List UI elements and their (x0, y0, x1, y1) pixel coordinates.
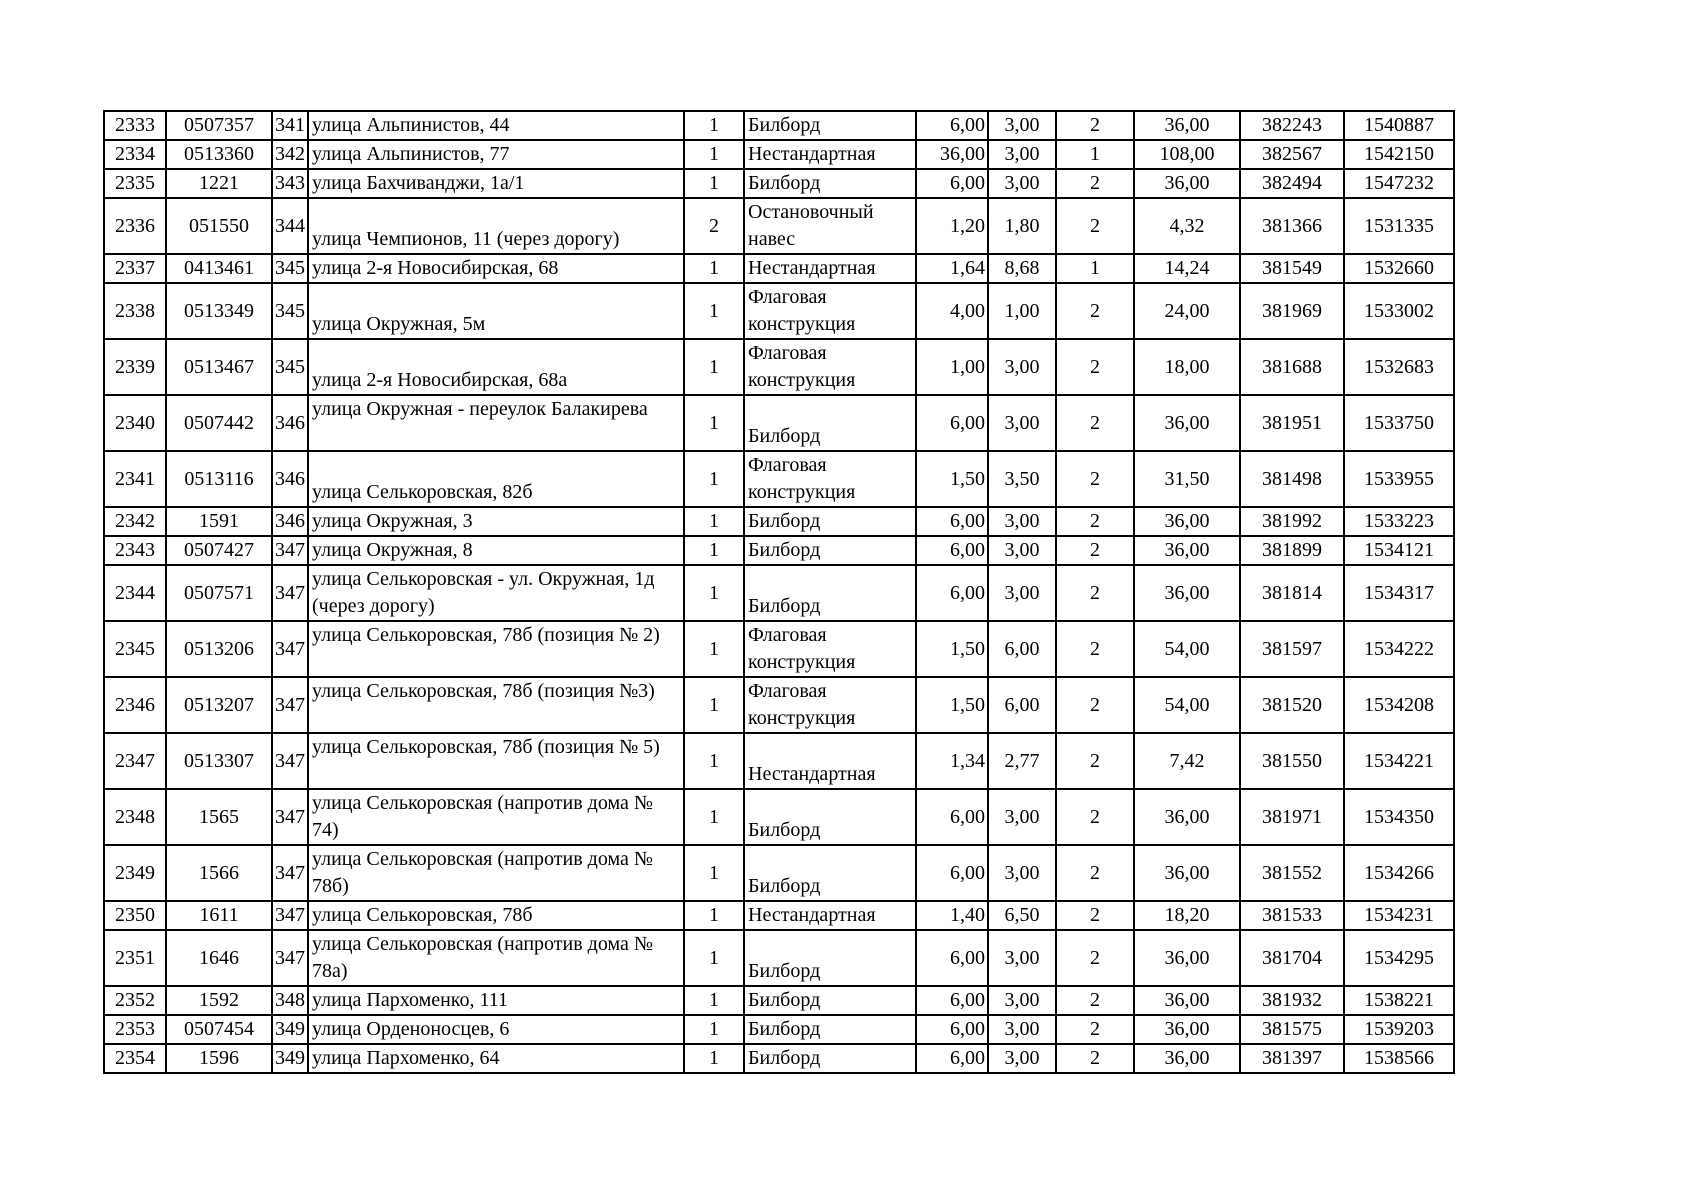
width-cell: 1,50 (916, 621, 988, 677)
type-cell: Нестандартная (744, 733, 916, 789)
area-cell: 36,00 (1134, 986, 1240, 1015)
table-row (104, 536, 1454, 565)
height-cell: 3,00 (988, 111, 1056, 140)
sides-cell: 2 (684, 198, 744, 254)
code-cell: 0513467 (166, 339, 272, 395)
width-cell: 6,00 (916, 169, 988, 198)
x-coordinate-cell: 381899 (1240, 536, 1344, 565)
x-coordinate-cell: 381971 (1240, 789, 1344, 845)
width-cell: 6,00 (916, 536, 988, 565)
height-cell: 3,00 (988, 140, 1056, 169)
code-cell: 0507571 (166, 565, 272, 621)
y-coordinate-cell: 1534222 (1344, 621, 1454, 677)
sides-cell: 1 (684, 1015, 744, 1044)
row-number-cell: 2333 (104, 111, 166, 140)
code-cell: 0513307 (166, 733, 272, 789)
sides-cell: 1 (684, 283, 744, 339)
group-cell: 343 (272, 169, 308, 198)
y-coordinate-cell: 1534208 (1344, 677, 1454, 733)
sides-cell: 1 (684, 339, 744, 395)
height-cell: 3,00 (988, 169, 1056, 198)
table-row (104, 845, 1454, 901)
table-row (104, 169, 1454, 198)
count-cell: 1 (1056, 254, 1134, 283)
width-cell: 1,20 (916, 198, 988, 254)
count-cell: 2 (1056, 1015, 1134, 1044)
x-coordinate-cell: 381597 (1240, 621, 1344, 677)
code-cell: 0513116 (166, 451, 272, 507)
code-cell: 1596 (166, 1044, 272, 1073)
code-cell: 1611 (166, 901, 272, 930)
y-coordinate-cell: 1539203 (1344, 1015, 1454, 1044)
width-cell: 6,00 (916, 565, 988, 621)
x-coordinate-cell: 381397 (1240, 1044, 1344, 1073)
y-coordinate-cell: 1534221 (1344, 733, 1454, 789)
code-cell: 0507427 (166, 536, 272, 565)
sides-cell: 1 (684, 254, 744, 283)
group-cell: 349 (272, 1044, 308, 1073)
height-cell: 3,00 (988, 339, 1056, 395)
row-number-cell: 2352 (104, 986, 166, 1015)
type-cell: Билборд (744, 169, 916, 198)
sides-cell: 1 (684, 565, 744, 621)
y-coordinate-cell: 1534295 (1344, 930, 1454, 986)
y-coordinate-cell: 1534350 (1344, 789, 1454, 845)
y-coordinate-cell: 1532660 (1344, 254, 1454, 283)
area-cell: 14,24 (1134, 254, 1240, 283)
table-row (104, 621, 1454, 677)
count-cell: 2 (1056, 451, 1134, 507)
width-cell: 1,40 (916, 901, 988, 930)
address-cell: улица Альпинистов, 44 (308, 111, 684, 140)
count-cell: 2 (1056, 536, 1134, 565)
code-cell: 0513206 (166, 621, 272, 677)
count-cell: 2 (1056, 111, 1134, 140)
sides-cell: 1 (684, 507, 744, 536)
code-cell: 0513349 (166, 283, 272, 339)
height-cell: 3,00 (988, 789, 1056, 845)
table-row (104, 930, 1454, 986)
address-cell: улица Альпинистов, 77 (308, 140, 684, 169)
sides-cell: 1 (684, 930, 744, 986)
row-number-cell: 2342 (104, 507, 166, 536)
width-cell: 6,00 (916, 1015, 988, 1044)
count-cell: 2 (1056, 565, 1134, 621)
address-cell: улица Селькоровская (напротив дома № 74) (308, 789, 684, 845)
y-coordinate-cell: 1534317 (1344, 565, 1454, 621)
sides-cell: 1 (684, 140, 744, 169)
type-cell: Нестандартная (744, 254, 916, 283)
count-cell: 2 (1056, 845, 1134, 901)
table-body (104, 111, 1454, 1073)
height-cell: 3,00 (988, 507, 1056, 536)
row-number-cell: 2353 (104, 1015, 166, 1044)
sides-cell: 1 (684, 1044, 744, 1073)
x-coordinate-cell: 382567 (1240, 140, 1344, 169)
table-row (104, 565, 1454, 621)
height-cell: 3,00 (988, 930, 1056, 986)
row-number-cell: 2334 (104, 140, 166, 169)
table-row (104, 1044, 1454, 1073)
type-cell: Билборд (744, 845, 916, 901)
row-number-cell: 2336 (104, 198, 166, 254)
row-number-cell: 2340 (104, 395, 166, 451)
address-cell: улица Окружная - переулок Балакирева (308, 395, 684, 451)
area-cell: 7,42 (1134, 733, 1240, 789)
address-cell: улица Бахчиванджи, 1а/1 (308, 169, 684, 198)
table-row (104, 140, 1454, 169)
x-coordinate-cell: 381366 (1240, 198, 1344, 254)
width-cell: 1,00 (916, 339, 988, 395)
area-cell: 36,00 (1134, 789, 1240, 845)
row-number-cell: 2338 (104, 283, 166, 339)
address-cell: улица Селькоровская, 78б (308, 901, 684, 930)
height-cell: 2,77 (988, 733, 1056, 789)
row-number-cell: 2343 (104, 536, 166, 565)
area-cell: 108,00 (1134, 140, 1240, 169)
group-cell: 346 (272, 395, 308, 451)
sides-cell: 1 (684, 621, 744, 677)
count-cell: 2 (1056, 733, 1134, 789)
area-cell: 36,00 (1134, 1044, 1240, 1073)
type-cell: Билборд (744, 536, 916, 565)
count-cell: 2 (1056, 930, 1134, 986)
row-number-cell: 2350 (104, 901, 166, 930)
height-cell: 6,50 (988, 901, 1056, 930)
group-cell: 341 (272, 111, 308, 140)
address-cell: улица Селькоровская, 82б (308, 451, 684, 507)
y-coordinate-cell: 1534266 (1344, 845, 1454, 901)
row-number-cell: 2346 (104, 677, 166, 733)
code-cell: 0507454 (166, 1015, 272, 1044)
count-cell: 2 (1056, 507, 1134, 536)
width-cell: 6,00 (916, 986, 988, 1015)
table-row (104, 986, 1454, 1015)
y-coordinate-cell: 1533955 (1344, 451, 1454, 507)
table-row (104, 111, 1454, 140)
type-cell: Нестандартная (744, 901, 916, 930)
code-cell: 1592 (166, 986, 272, 1015)
width-cell: 6,00 (916, 789, 988, 845)
address-cell: улица Селькоровская, 78б (позиция № 2) (308, 621, 684, 677)
x-coordinate-cell: 381575 (1240, 1015, 1344, 1044)
code-cell: 1566 (166, 845, 272, 901)
group-cell: 347 (272, 789, 308, 845)
address-cell: улица Чемпионов, 11 (через дорогу) (308, 198, 684, 254)
row-number-cell: 2347 (104, 733, 166, 789)
code-cell: 1646 (166, 930, 272, 986)
x-coordinate-cell: 381969 (1240, 283, 1344, 339)
address-cell: улица Окружная, 5м (308, 283, 684, 339)
width-cell: 1,34 (916, 733, 988, 789)
sides-cell: 1 (684, 789, 744, 845)
height-cell: 1,80 (988, 198, 1056, 254)
table-row (104, 677, 1454, 733)
area-cell: 31,50 (1134, 451, 1240, 507)
width-cell: 6,00 (916, 1044, 988, 1073)
height-cell: 3,00 (988, 1015, 1056, 1044)
type-cell: Флаговая конструкция (744, 677, 916, 733)
count-cell: 2 (1056, 339, 1134, 395)
table-row (104, 1015, 1454, 1044)
code-cell: 1221 (166, 169, 272, 198)
area-cell: 36,00 (1134, 565, 1240, 621)
address-cell: улица Селькоровская (напротив дома № 78а) (308, 930, 684, 986)
x-coordinate-cell: 381550 (1240, 733, 1344, 789)
group-cell: 345 (272, 283, 308, 339)
y-coordinate-cell: 1547232 (1344, 169, 1454, 198)
type-cell: Билборд (744, 565, 916, 621)
y-coordinate-cell: 1534121 (1344, 536, 1454, 565)
sides-cell: 1 (684, 395, 744, 451)
group-cell: 342 (272, 140, 308, 169)
count-cell: 2 (1056, 169, 1134, 198)
type-cell: Флаговая конструкция (744, 621, 916, 677)
count-cell: 1 (1056, 140, 1134, 169)
sides-cell: 1 (684, 677, 744, 733)
code-cell: 0413461 (166, 254, 272, 283)
row-number-cell: 2345 (104, 621, 166, 677)
type-cell: Билборд (744, 986, 916, 1015)
y-coordinate-cell: 1534231 (1344, 901, 1454, 930)
height-cell: 8,68 (988, 254, 1056, 283)
table-row (104, 198, 1454, 254)
area-cell: 4,32 (1134, 198, 1240, 254)
sides-cell: 1 (684, 986, 744, 1015)
x-coordinate-cell: 381533 (1240, 901, 1344, 930)
type-cell: Флаговая конструкция (744, 283, 916, 339)
code-cell: 1591 (166, 507, 272, 536)
table-row (104, 339, 1454, 395)
code-cell: 0513360 (166, 140, 272, 169)
y-coordinate-cell: 1533750 (1344, 395, 1454, 451)
table-row (104, 733, 1454, 789)
width-cell: 1,50 (916, 677, 988, 733)
x-coordinate-cell: 381549 (1240, 254, 1344, 283)
row-number-cell: 2344 (104, 565, 166, 621)
group-cell: 345 (272, 339, 308, 395)
height-cell: 3,00 (988, 565, 1056, 621)
y-coordinate-cell: 1542150 (1344, 140, 1454, 169)
row-number-cell: 2335 (104, 169, 166, 198)
type-cell: Нестандартная (744, 140, 916, 169)
count-cell: 2 (1056, 901, 1134, 930)
group-cell: 346 (272, 507, 308, 536)
y-coordinate-cell: 1531335 (1344, 198, 1454, 254)
address-cell: улица 2-я Новосибирская, 68а (308, 339, 684, 395)
area-cell: 36,00 (1134, 536, 1240, 565)
area-cell: 36,00 (1134, 1015, 1240, 1044)
width-cell: 6,00 (916, 395, 988, 451)
x-coordinate-cell: 381951 (1240, 395, 1344, 451)
width-cell: 36,00 (916, 140, 988, 169)
count-cell: 2 (1056, 198, 1134, 254)
group-cell: 347 (272, 677, 308, 733)
type-cell: Билборд (744, 930, 916, 986)
sides-cell: 1 (684, 733, 744, 789)
table-row (104, 283, 1454, 339)
width-cell: 1,64 (916, 254, 988, 283)
group-cell: 346 (272, 451, 308, 507)
table-row (104, 395, 1454, 451)
area-cell: 54,00 (1134, 621, 1240, 677)
type-cell: Билборд (744, 1044, 916, 1073)
table-row (104, 451, 1454, 507)
group-cell: 347 (272, 565, 308, 621)
x-coordinate-cell: 381992 (1240, 507, 1344, 536)
y-coordinate-cell: 1538566 (1344, 1044, 1454, 1073)
height-cell: 1,00 (988, 283, 1056, 339)
width-cell: 4,00 (916, 283, 988, 339)
height-cell: 3,00 (988, 986, 1056, 1015)
group-cell: 347 (272, 536, 308, 565)
advertising-structures-table (103, 110, 1455, 1074)
width-cell: 1,50 (916, 451, 988, 507)
sides-cell: 1 (684, 169, 744, 198)
count-cell: 2 (1056, 986, 1134, 1015)
count-cell: 2 (1056, 621, 1134, 677)
type-cell: Флаговая конструкция (744, 339, 916, 395)
count-cell: 2 (1056, 283, 1134, 339)
group-cell: 347 (272, 845, 308, 901)
sides-cell: 1 (684, 901, 744, 930)
address-cell: улица Селькоровская - ул. Окружная, 1д (через дорогу) (308, 565, 684, 621)
group-cell: 344 (272, 198, 308, 254)
code-cell: 0507357 (166, 111, 272, 140)
type-cell: Билборд (744, 395, 916, 451)
x-coordinate-cell: 381704 (1240, 930, 1344, 986)
row-number-cell: 2354 (104, 1044, 166, 1073)
y-coordinate-cell: 1538221 (1344, 986, 1454, 1015)
area-cell: 54,00 (1134, 677, 1240, 733)
code-cell: 1565 (166, 789, 272, 845)
height-cell: 3,00 (988, 845, 1056, 901)
x-coordinate-cell: 381520 (1240, 677, 1344, 733)
y-coordinate-cell: 1533223 (1344, 507, 1454, 536)
address-cell: улица Орденоносцев, 6 (308, 1015, 684, 1044)
type-cell: Билборд (744, 507, 916, 536)
area-cell: 18,00 (1134, 339, 1240, 395)
group-cell: 349 (272, 1015, 308, 1044)
y-coordinate-cell: 1532683 (1344, 339, 1454, 395)
address-cell: улица Селькоровская, 78б (позиция № 5) (308, 733, 684, 789)
address-cell: улица Пархоменко, 64 (308, 1044, 684, 1073)
height-cell: 3,00 (988, 536, 1056, 565)
table-row (104, 789, 1454, 845)
height-cell: 3,50 (988, 451, 1056, 507)
code-cell: 0507442 (166, 395, 272, 451)
table-row (104, 254, 1454, 283)
row-number-cell: 2349 (104, 845, 166, 901)
row-number-cell: 2337 (104, 254, 166, 283)
code-cell: 051550 (166, 198, 272, 254)
group-cell: 348 (272, 986, 308, 1015)
sides-cell: 1 (684, 111, 744, 140)
height-cell: 6,00 (988, 677, 1056, 733)
row-number-cell: 2348 (104, 789, 166, 845)
x-coordinate-cell: 381498 (1240, 451, 1344, 507)
area-cell: 24,00 (1134, 283, 1240, 339)
row-number-cell: 2339 (104, 339, 166, 395)
area-cell: 36,00 (1134, 395, 1240, 451)
type-cell: Билборд (744, 789, 916, 845)
width-cell: 6,00 (916, 507, 988, 536)
table-row (104, 507, 1454, 536)
type-cell: Флаговая конструкция (744, 451, 916, 507)
x-coordinate-cell: 381932 (1240, 986, 1344, 1015)
type-cell: Билборд (744, 111, 916, 140)
sides-cell: 1 (684, 845, 744, 901)
group-cell: 347 (272, 621, 308, 677)
address-cell: улица Селькоровская, 78б (позиция №3) (308, 677, 684, 733)
address-cell: улица Окружная, 3 (308, 507, 684, 536)
x-coordinate-cell: 382243 (1240, 111, 1344, 140)
x-coordinate-cell: 381814 (1240, 565, 1344, 621)
table-row (104, 901, 1454, 930)
x-coordinate-cell: 381688 (1240, 339, 1344, 395)
address-cell: улица Окружная, 8 (308, 536, 684, 565)
row-number-cell: 2351 (104, 930, 166, 986)
width-cell: 6,00 (916, 111, 988, 140)
group-cell: 347 (272, 930, 308, 986)
area-cell: 36,00 (1134, 930, 1240, 986)
width-cell: 6,00 (916, 845, 988, 901)
count-cell: 2 (1056, 789, 1134, 845)
x-coordinate-cell: 382494 (1240, 169, 1344, 198)
height-cell: 3,00 (988, 1044, 1056, 1073)
area-cell: 18,20 (1134, 901, 1240, 930)
sides-cell: 1 (684, 536, 744, 565)
height-cell: 6,00 (988, 621, 1056, 677)
type-cell: Остановочный навес (744, 198, 916, 254)
x-coordinate-cell: 381552 (1240, 845, 1344, 901)
code-cell: 0513207 (166, 677, 272, 733)
area-cell: 36,00 (1134, 507, 1240, 536)
count-cell: 2 (1056, 677, 1134, 733)
group-cell: 347 (272, 733, 308, 789)
area-cell: 36,00 (1134, 111, 1240, 140)
address-cell: улица Пархоменко, 111 (308, 986, 684, 1015)
y-coordinate-cell: 1533002 (1344, 283, 1454, 339)
count-cell: 2 (1056, 395, 1134, 451)
area-cell: 36,00 (1134, 845, 1240, 901)
address-cell: улица 2-я Новосибирская, 68 (308, 254, 684, 283)
sides-cell: 1 (684, 451, 744, 507)
row-number-cell: 2341 (104, 451, 166, 507)
type-cell: Билборд (744, 1015, 916, 1044)
group-cell: 345 (272, 254, 308, 283)
count-cell: 2 (1056, 1044, 1134, 1073)
area-cell: 36,00 (1134, 169, 1240, 198)
y-coordinate-cell: 1540887 (1344, 111, 1454, 140)
width-cell: 6,00 (916, 930, 988, 986)
address-cell: улица Селькоровская (напротив дома № 78б) (308, 845, 684, 901)
group-cell: 347 (272, 901, 308, 930)
height-cell: 3,00 (988, 395, 1056, 451)
